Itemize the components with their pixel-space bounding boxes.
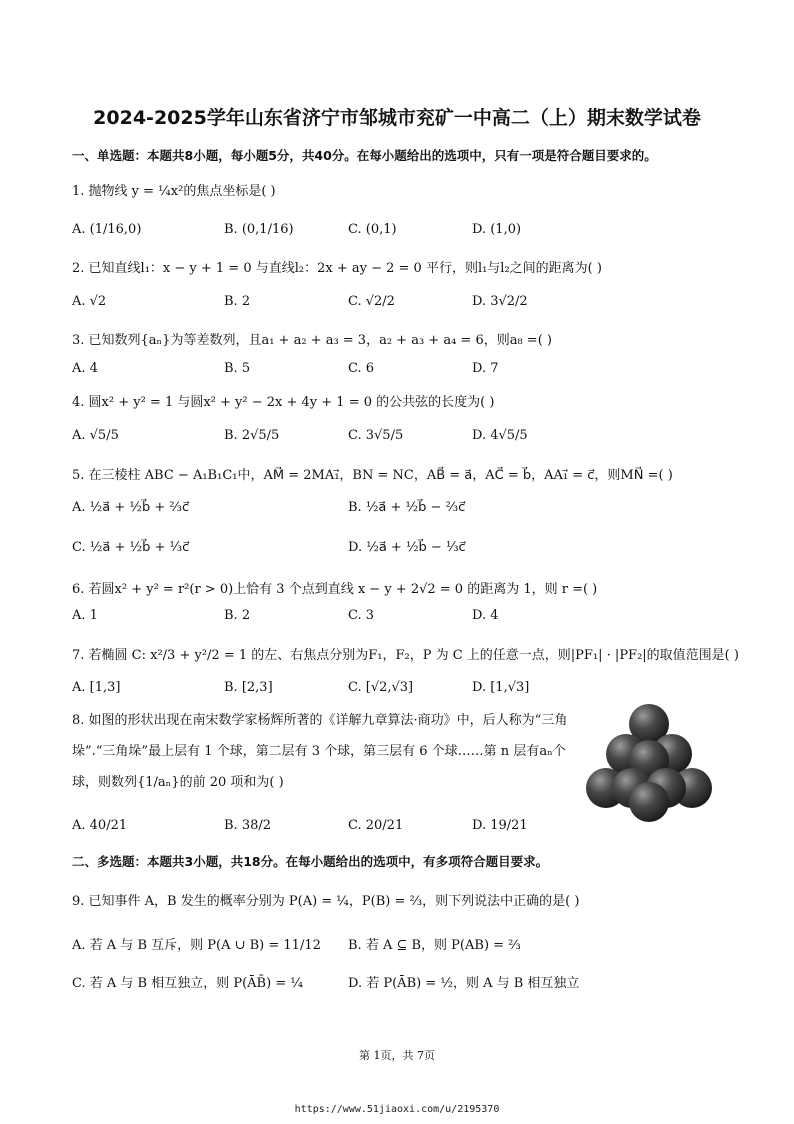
question-8-option-a: A. 40/21 — [72, 818, 128, 833]
question-7-option-d: D. [1,√3] — [472, 680, 530, 695]
question-7-option-b: B. [2,3] — [224, 680, 273, 695]
question-1-option-a: A. (1/16,0) — [72, 222, 142, 237]
question-6-option-d: D. 4 — [472, 608, 499, 623]
source-url: https://www.51jiaoxi.com/u/2195370 — [294, 1104, 500, 1115]
question-1-stem: 1. 抛物线 y = ¼x²的焦点坐标是( ) — [72, 184, 276, 199]
question-2-option-a: A. √2 — [72, 294, 107, 309]
section-heading-multiple-choice: 二、多选题：本题共3小题，共18分。在每小题给出的选项中，有多项符合题目要求。 — [72, 854, 549, 869]
question-1-option-c: C. (0,1) — [348, 222, 397, 237]
page-title: 2024-2025学年山东省济宁市邹城市兖矿一中高二（上）期末数学试卷 — [93, 107, 701, 129]
question-5-option-b: B. ½a⃗ + ½b⃗ − ⅔c⃗ — [348, 500, 466, 515]
question-3-stem: 3. 已知数列{aₙ}为等差数列，且a₁ + a₂ + a₃ = 3，a₂ + a₃ + a₄ = 6，则a₈ =( ) — [72, 333, 552, 348]
question-8-option-c: C. 20/21 — [348, 818, 404, 833]
question-4-option-c: C. 3√5/5 — [348, 428, 404, 443]
question-7-stem: 7. 若椭圆 C: x²/3 + y²/2 = 1 的左、右焦点分别为F₁，F₂，P 为 C 上的任意一点，则|PF₁| · |PF₂|的取值范围是( ) — [72, 648, 739, 663]
question-6-stem: 6. 若圆x² + y² = r²(r > 0)上恰有 3 个点到直线 x − y + 2√2 = 0 的距离为 1，则 r =( ) — [72, 582, 598, 597]
question-5-option-c: C. ½a⃗ + ½b⃗ + ⅓c⃗ — [72, 540, 190, 555]
question-4-option-b: B. 2√5/5 — [224, 428, 280, 443]
question-9-stem: 9. 已知事件 A，B 发生的概率分别为 P(A) = ¼，P(B) = ⅔，则下列说法中正确的是( ) — [72, 894, 580, 909]
question-2-option-b: B. 2 — [224, 294, 251, 309]
question-4-stem: 4. 圆x² + y² = 1 与圆x² + y² − 2x + 4y + 1 = 0 的公共弦的长度为( ) — [72, 395, 495, 410]
question-3-option-b: B. 5 — [224, 361, 251, 376]
ball-pile — [586, 704, 712, 822]
question-3-option-d: D. 7 — [472, 361, 499, 376]
ball — [629, 782, 669, 822]
question-6-option-c: C. 3 — [348, 608, 375, 623]
question-9-option-b: B. 若 A ⊆ B，则 P(AB) = ⅔ — [348, 938, 521, 953]
triangular-ball-pile-figure — [584, 700, 714, 830]
question-3-option-c: C. 6 — [348, 361, 375, 376]
question-5-option-d: D. ½a⃗ + ½b⃗ − ⅓c⃗ — [348, 540, 466, 555]
question-2-option-d: D. 3√2/2 — [472, 294, 528, 309]
question-6-option-b: B. 2 — [224, 608, 251, 623]
question-5-stem: 5. 在三棱柱 ABC − A₁B₁C₁中，AM⃗ = 2MA₁⃗，BN = NC，AB⃗ = a⃗，AC⃗ = b⃗，AA₁⃗ = c⃗，则MN⃗ =( ) — [72, 468, 673, 483]
question-1-option-b: B. (0,1/16) — [224, 222, 294, 237]
question-7-option-a: A. [1,3] — [72, 680, 121, 695]
question-8-option-d: D. 19/21 — [472, 818, 528, 833]
question-2-stem: 2. 已知直线l₁：x − y + 1 = 0 与直线l₂：2x + ay − 2 = 0 平行，则l₁与l₂之间的距离为( ) — [72, 261, 602, 276]
section-heading-single-choice: 一、单选题：本题共8小题，每小题5分，共40分。在每小题给出的选项中，只有一项是符合题目要求的。 — [72, 148, 657, 163]
question-7-option-c: C. [√2,√3] — [348, 680, 414, 695]
question-9-option-c: C. 若 A 与 B 相互独立，则 P(ĀB̄) = ¼ — [72, 976, 303, 991]
question-6-option-a: A. 1 — [72, 608, 98, 623]
question-3-option-a: A. 4 — [72, 361, 98, 376]
question-9-option-d: D. 若 P(ĀB) = ½，则 A 与 B 相互独立 — [348, 976, 580, 991]
question-5-option-a: A. ½a⃗ + ½b⃗ + ⅔c⃗ — [72, 500, 190, 515]
question-9-option-a: A. 若 A 与 B 互斥，则 P(A ∪ B) = 11/12 — [72, 938, 321, 953]
page-number: 第 1页，共 7页 — [359, 1049, 435, 1062]
question-8-option-b: B. 38/2 — [224, 818, 272, 833]
question-4-option-a: A. √5/5 — [72, 428, 119, 443]
question-4-option-d: D. 4√5/5 — [472, 428, 528, 443]
question-8-stem: 8. 如图的形状出现在南宋数学家杨辉所著的《详解九章算法·商功》中，后人称为“三角垛”.“三角垛”最上层有 1 个球，第二层有 3 个球，第三层有 6 个球……第 n 层有aₙ个球，则数列{1/aₙ}的前 20 项和为( ) — [72, 713, 568, 790]
question-1-option-d: D. (1,0) — [472, 222, 522, 237]
question-2-option-c: C. √2/2 — [348, 294, 395, 309]
